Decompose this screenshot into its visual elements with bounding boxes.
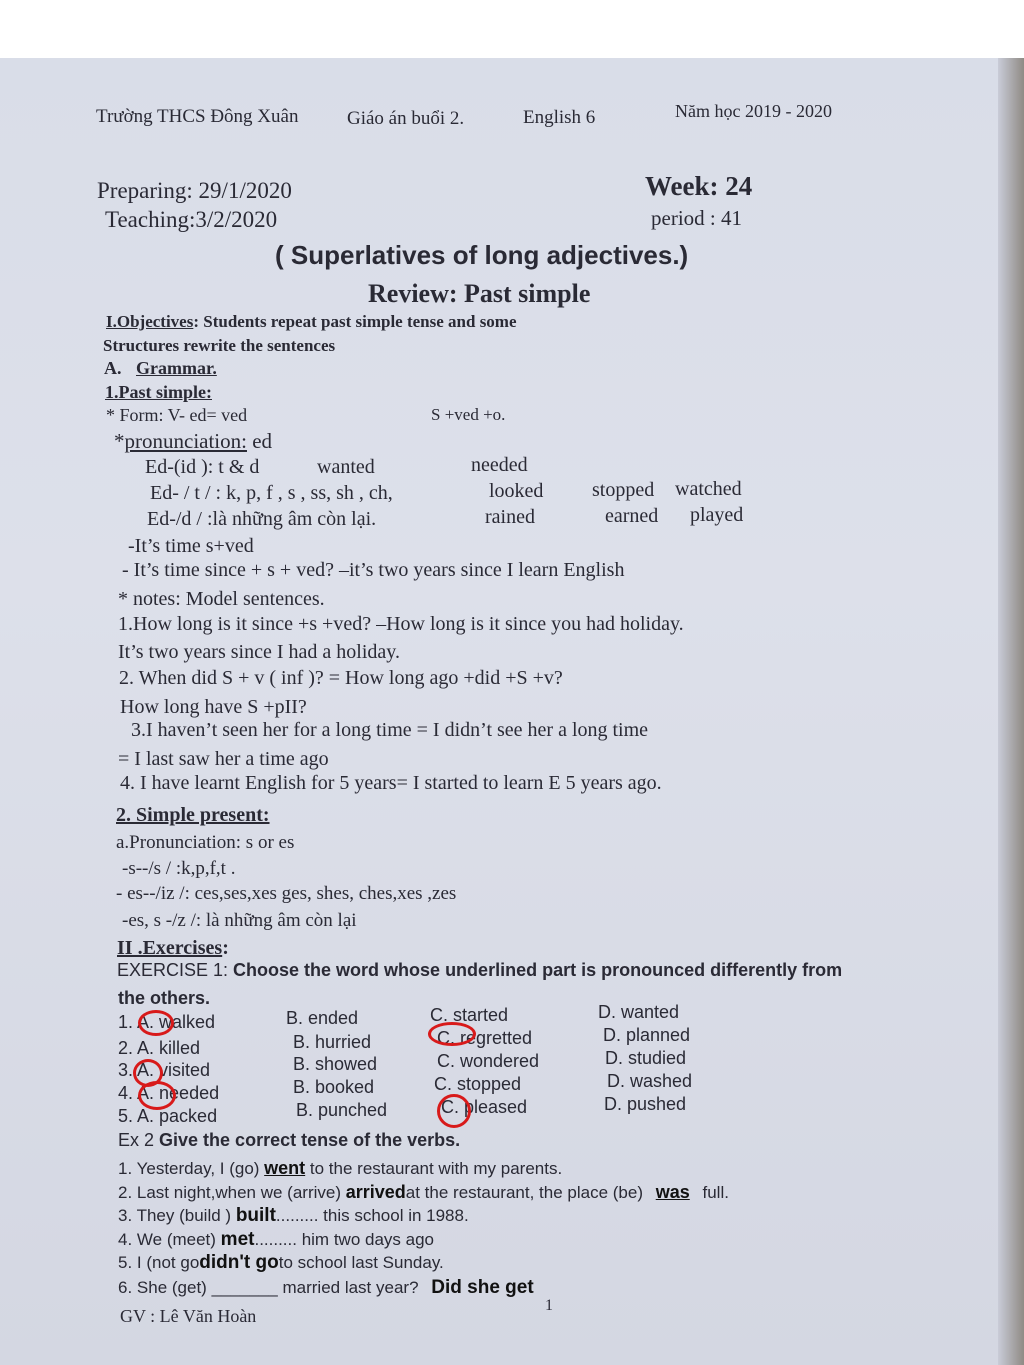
s1-text-a: 1. Yesterday, I (go) bbox=[118, 1159, 260, 1178]
week-label: Week: 24 bbox=[645, 171, 753, 201]
ed-example-played: played bbox=[690, 504, 744, 526]
q1-option-b[interactable]: B. ended bbox=[286, 1008, 359, 1028]
model-sentence-3: 3.I haven’t seen her for a long time = I didn’t see her a long time bbox=[131, 719, 649, 741]
q4-option-b[interactable]: B. booked bbox=[293, 1077, 375, 1097]
s5-answer[interactable]: didn't go bbox=[199, 1252, 279, 1273]
s6-blank[interactable]: _______ bbox=[211, 1278, 278, 1297]
s1-answer[interactable]: went bbox=[264, 1158, 306, 1178]
q5-option-b[interactable]: B. punched bbox=[296, 1100, 388, 1120]
past-simple-title: 1.Past simple: bbox=[105, 382, 212, 402]
model-sentence-1: 1.How long is it since +s +ved? –How long is it since you had holiday. bbox=[118, 613, 684, 635]
s1-text-b: to the restaurant with my parents. bbox=[305, 1159, 563, 1178]
s3-text-b: ......... this school in 1988. bbox=[275, 1206, 469, 1225]
simple-present-title: 2. Simple present: bbox=[116, 804, 270, 826]
preparing-date: Preparing: 29/1/2020 bbox=[97, 178, 292, 203]
s2-text-c: full. bbox=[702, 1183, 729, 1202]
model-sentence-1b: It’s two years since I had a holiday. bbox=[118, 641, 400, 663]
s2-answer[interactable]: arrived bbox=[345, 1182, 406, 1202]
q3-option-a[interactable]: A. visited bbox=[137, 1060, 211, 1080]
sp-line-4: -es, s -/z /: là những âm còn lại bbox=[122, 910, 357, 931]
period-label: period : 41 bbox=[651, 206, 742, 230]
q1-option-a[interactable]: A. walked bbox=[137, 1012, 216, 1032]
s3-text-a: 3. They (build ) bbox=[118, 1206, 232, 1225]
q4-option-c[interactable]: C. stopped bbox=[434, 1074, 522, 1094]
answer-circle-q1 bbox=[138, 1010, 174, 1036]
s6-answer[interactable]: Did she get bbox=[431, 1277, 534, 1298]
objectives-text-2: Structures rewrite the sentences bbox=[103, 336, 336, 355]
s2-text-b: at the restaurant, the place (be) bbox=[405, 1183, 643, 1202]
q2-option-c[interactable]: C. regretted bbox=[437, 1028, 533, 1048]
grammar-title: Grammar. bbox=[136, 358, 217, 378]
ed-example-stopped: stopped bbox=[592, 479, 655, 501]
lesson-title: ( Superlatives of long adjectives.) bbox=[275, 240, 689, 270]
pron-ed: ed bbox=[246, 429, 273, 453]
model-sentence-3b: = I last saw her a time ago bbox=[118, 748, 329, 770]
q3-option-b[interactable]: B. showed bbox=[293, 1054, 378, 1074]
ed-rule-2: Ed- / t / : k, p, f , s , ss, sh , ch, bbox=[150, 482, 393, 504]
subject-label: English 6 bbox=[523, 107, 596, 128]
q2-option-d[interactable]: D. planned bbox=[603, 1025, 691, 1045]
exercise-1-label: EXERCISE 1: bbox=[117, 960, 229, 980]
school-year: Năm học 2019 - 2020 bbox=[675, 101, 832, 121]
q4-number: 4. bbox=[118, 1083, 134, 1103]
rule-line-2: - It’s time since + s + ved? –it’s two years since I learn English bbox=[122, 559, 625, 581]
s2-answer-2[interactable]: was bbox=[655, 1182, 690, 1202]
ed-example-rained: rained bbox=[485, 506, 535, 528]
objectives-text: : Students repeat past simple tense and some bbox=[193, 312, 517, 331]
exercise-1-instruction: Choose the word whose underlined part is pronounced differently from bbox=[228, 960, 843, 980]
ed-example-needed: needed bbox=[471, 454, 528, 476]
q4-option-a[interactable]: A. needed bbox=[137, 1083, 220, 1103]
answer-circle-q5 bbox=[437, 1094, 471, 1128]
ed-example-earned: earned bbox=[605, 505, 659, 527]
objectives-label: I.Objectives bbox=[106, 312, 194, 331]
sp-line-3: - es--/iz /: ces,ses,xes ges, shes, ches,xes ,zes bbox=[116, 883, 457, 904]
q5-option-a[interactable]: A. packed bbox=[137, 1106, 218, 1126]
s3-answer[interactable]: built bbox=[235, 1205, 276, 1226]
sp-line-1: a.Pronunciation: s or es bbox=[116, 832, 295, 853]
exercise-1-instruction-2: the others. bbox=[118, 988, 211, 1008]
answer-circle-q4 bbox=[138, 1081, 176, 1110]
answer-circle-q2 bbox=[428, 1022, 476, 1046]
plan-label: Giáo án buổi 2. bbox=[347, 108, 465, 129]
section-a-label: A. bbox=[104, 358, 122, 378]
model-sentence-2b: How long have S +pII? bbox=[120, 696, 307, 718]
review-title: Review: Past simple bbox=[368, 279, 591, 308]
teacher-name: GV : Lê Văn Hoàn bbox=[120, 1306, 257, 1326]
s5-text-a: 5. I (not go bbox=[118, 1253, 200, 1272]
school-name: Trường THCS Đông Xuân bbox=[96, 106, 299, 127]
q5-option-d[interactable]: D. pushed bbox=[604, 1094, 687, 1114]
model-sentence-4: 4. I have learnt English for 5 years= I started to learn E 5 years ago. bbox=[120, 772, 662, 794]
q1-option-d[interactable]: D. wanted bbox=[598, 1002, 680, 1022]
q3-option-c[interactable]: C. wondered bbox=[437, 1051, 540, 1071]
rule-line-1: -It’s time s+ved bbox=[128, 535, 254, 557]
pronunciation-title: pronunciation: bbox=[124, 429, 247, 453]
page-number: 1 bbox=[545, 1297, 553, 1314]
q3-option-d[interactable]: D. studied bbox=[605, 1048, 687, 1068]
s2-text-a: 2. Last night,when we (arrive) bbox=[118, 1183, 341, 1202]
ed-example-looked: looked bbox=[489, 480, 544, 502]
exercises-colon: : bbox=[222, 937, 229, 959]
q2-option-a[interactable]: A. killed bbox=[137, 1038, 201, 1058]
q5-number: 5. bbox=[118, 1106, 134, 1126]
exercises-title: II .Exercises bbox=[117, 937, 223, 959]
q2-number: 2. bbox=[118, 1038, 134, 1058]
ed-rule-1: Ed-(id ): t & d bbox=[145, 456, 260, 478]
q4-option-d[interactable]: D. washed bbox=[607, 1071, 693, 1091]
form-rule-2: S +ved +o. bbox=[431, 405, 506, 424]
ed-example-watched: watched bbox=[675, 478, 742, 500]
ed-rule-3: Ed-/d / :là những âm còn lại. bbox=[147, 508, 377, 530]
q2-option-b[interactable]: B. hurried bbox=[293, 1032, 372, 1052]
exercise-2-label: Ex 2 bbox=[118, 1130, 155, 1150]
paper-edge bbox=[998, 58, 1024, 1365]
q1-option-c[interactable]: C. started bbox=[430, 1005, 509, 1025]
notes-line: * notes: Model sentences. bbox=[118, 588, 325, 610]
ed-example-wanted: wanted bbox=[317, 456, 375, 478]
s4-text-b: ......... him two days ago bbox=[254, 1230, 434, 1249]
pron-star: * bbox=[114, 429, 125, 453]
form-rule: * Form: V- ed= ved bbox=[106, 405, 248, 425]
teaching-date: Teaching:3/2/2020 bbox=[105, 207, 278, 232]
sp-line-2: -s--/s / :k,p,f,t . bbox=[122, 858, 236, 879]
q1-number: 1. bbox=[118, 1012, 134, 1032]
s4-answer[interactable]: met bbox=[220, 1229, 255, 1250]
q3-number: 3. bbox=[118, 1060, 134, 1080]
s6-text-a: 6. She (get) bbox=[118, 1278, 207, 1297]
q5-option-c[interactable]: C. pleased bbox=[441, 1097, 528, 1117]
s4-text-a: 4. We (meet) bbox=[118, 1230, 216, 1249]
s6-text-b: married last year? bbox=[277, 1278, 419, 1297]
exercise-2-instruction: Give the correct tense of the verbs. bbox=[154, 1130, 461, 1150]
s5-text-b: to school last Sunday. bbox=[278, 1253, 444, 1272]
model-sentence-2: 2. When did S + v ( inf )? = How long ago +did +S +v? bbox=[119, 667, 563, 689]
